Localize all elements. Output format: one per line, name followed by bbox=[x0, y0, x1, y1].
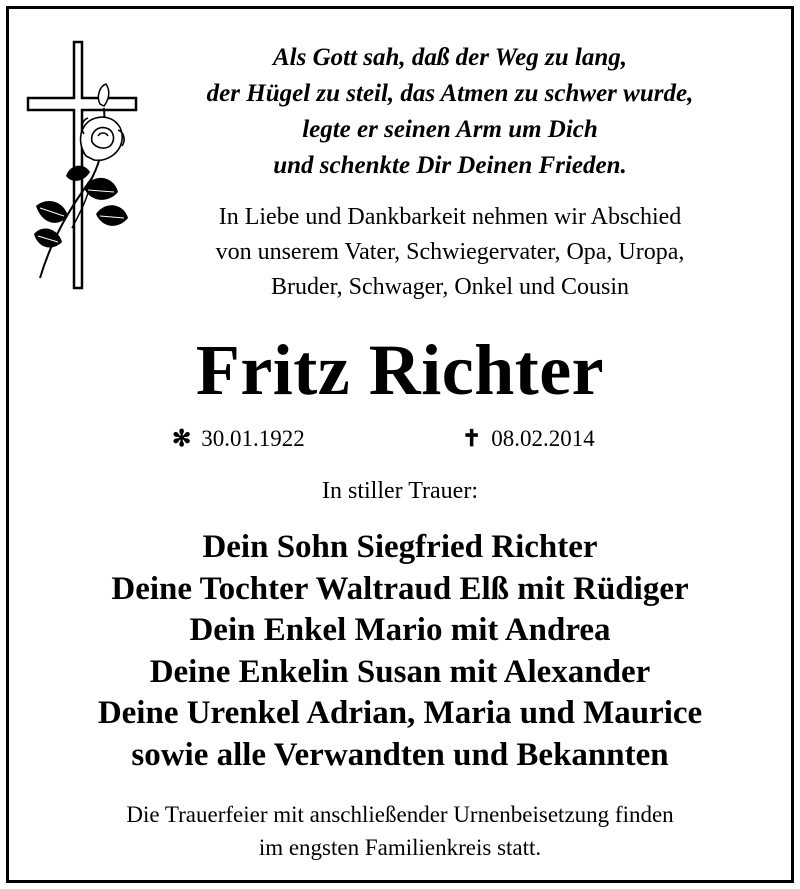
death-date-line bbox=[462, 425, 595, 453]
footer-line: Die Trauerfeier mit anschließender Urnenbeisetzung finden bbox=[126, 802, 674, 827]
mourner-line: Dein Enkel Mario mit Andrea bbox=[189, 612, 611, 648]
farewell-intro bbox=[130, 200, 770, 305]
mourning-label: In stiller Trauer: bbox=[322, 478, 478, 504]
death-cross-icon: ✝ bbox=[462, 426, 482, 451]
funeral-note bbox=[0, 798, 800, 864]
intro-line: In Liebe und Dankbarkeit nehmen wir Abschied bbox=[218, 204, 682, 230]
poem-line: Als Gott sah, daß der Weg zu lang, bbox=[272, 44, 627, 71]
death-date: 08.02.2014 bbox=[491, 426, 595, 451]
mourner-line: Dein Sohn Siegfried Richter bbox=[202, 529, 598, 565]
mourners-list bbox=[0, 527, 800, 776]
poem-line: der Hügel zu steil, das Atmen zu schwer wurde, bbox=[206, 80, 694, 107]
birth-date-line bbox=[172, 425, 305, 453]
poem bbox=[130, 40, 770, 184]
birth-star-icon: ✻ bbox=[172, 426, 192, 451]
mourner-line: sowie alle Verwandten und Bekannten bbox=[131, 736, 669, 773]
intro-line: von unserem Vater, Schwiegervater, Opa, Uropa, bbox=[215, 239, 685, 265]
intro-line: Bruder, Schwager, Onkel und Cousin bbox=[270, 274, 630, 300]
poem-line: legte er seinen Arm um Dich bbox=[302, 116, 598, 143]
deceased-name: Fritz Richter bbox=[195, 330, 605, 410]
mourner-line: Deine Tochter Waltraud Elß mit Rüdiger bbox=[111, 570, 689, 607]
birth-date: 30.01.1922 bbox=[201, 426, 305, 451]
poem-line: und schenkte Dir Deinen Frieden. bbox=[273, 152, 627, 179]
mourner-line: Deine Urenkel Adrian, Maria und Maurice bbox=[97, 695, 703, 731]
mourner-line: Deine Enkelin Susan mit Alexander bbox=[149, 653, 651, 690]
footer-line: im engsten Familienkreis statt. bbox=[258, 835, 542, 860]
